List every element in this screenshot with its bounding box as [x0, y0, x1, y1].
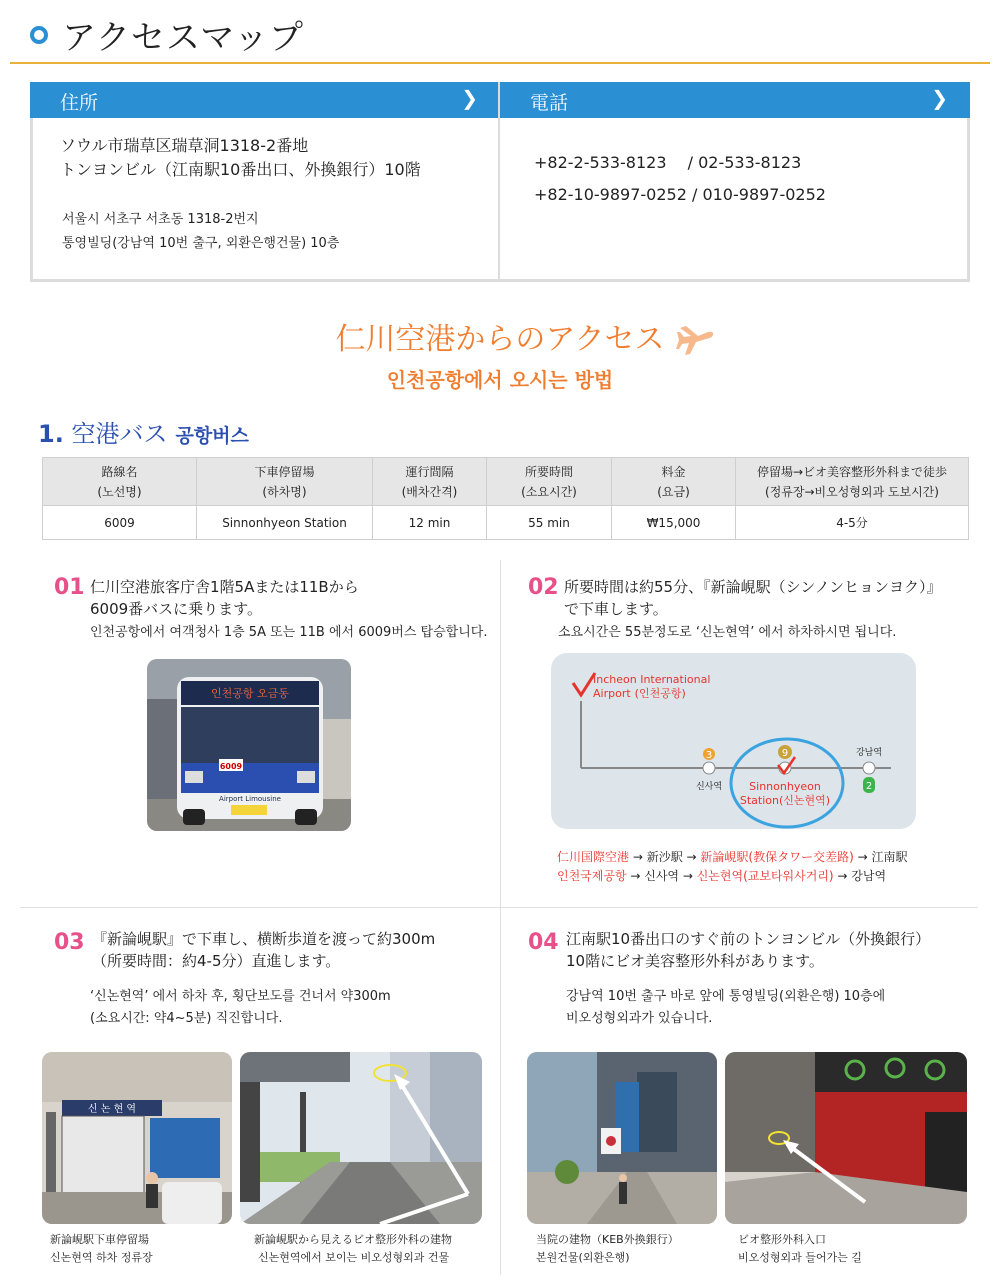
phone-header[interactable] — [500, 82, 970, 118]
caption-jp: 新論峴駅から見えるビオ整形外科の建物 — [254, 1233, 452, 1246]
chevron-right-icon: ❯ — [461, 86, 478, 110]
caption-jp: 当院の建物（KEB外換銀行） — [536, 1233, 679, 1246]
map-sinsa: 신사역 — [695, 782, 723, 792]
map-airport-en-2: Airport — [593, 687, 631, 700]
col-header: 下車停留場 (하차명) — [197, 458, 373, 506]
table-cell: 6009 — [43, 506, 197, 540]
col-header: 停留場→ビオ美容整形外科まで徒歩 (정류장→비오성형외과 도보시간) — [736, 458, 969, 506]
col-header: 運行間隔 (배차간격) — [373, 458, 487, 506]
phone-line-1[interactable]: +82-2-533-8123 / 02-533-8123 — [534, 153, 802, 172]
step4-text-kr: 강남역 10번 출구 바로 앞에 통영빌딩(외환은행) 10층에 비오성형외과가 있습니다. — [566, 989, 886, 1026]
table-cell: Sinnonhyeon Station — [197, 506, 373, 540]
map-station-en-2: Station — [739, 794, 780, 807]
bus-section-title: 1. 空港バス 공항버스 — [38, 420, 249, 448]
step-number: 04 — [528, 930, 559, 955]
table-cell: 12 min — [373, 506, 487, 540]
caption-jp: ビオ整形外科入口 — [738, 1233, 826, 1246]
vertical-divider — [500, 560, 501, 1275]
svg-text:Station(신논현역) — [740, 793, 830, 807]
step4-text-jp: 江南駅10番出口のすぐ前のトンヨンビル（外換銀行） 10階にビオ美容整形外科があります。 — [566, 930, 931, 970]
bullet-circle-icon — [30, 26, 48, 44]
step1-text-jp: 仁川空港旅客庁舎1階5Aまたは11Bから 6009番バスに乗ります。 — [90, 578, 359, 618]
building-photo — [527, 1052, 717, 1224]
section-title-kr: 인천공항에서 오시는 방법 — [386, 368, 614, 392]
map-line9: 9 — [781, 748, 789, 759]
map-station-en-1: Sinnonhyeon — [749, 780, 821, 793]
street-view-photo — [240, 1052, 482, 1224]
step-number: 03 — [54, 930, 85, 955]
address-label: 住所 — [60, 92, 99, 114]
airplane-icon — [676, 318, 716, 358]
route-jp: 仁川国際空港 → 新沙駅 → 新論峴駅(教保タワー交差路) → 江南駅 — [557, 850, 908, 864]
address-jp: ソウル市瑞草区瑞草洞1318-2番地 トンヨンビル（江南駅10番出口、外換銀行）10階 — [60, 136, 421, 179]
section-title-jp: 仁川空港からのアクセス — [335, 322, 665, 357]
caption-jp: 新論峴駅下車停留場 — [50, 1233, 149, 1246]
table-cell: ₩15,000 — [612, 506, 736, 540]
entrance-photo — [725, 1052, 967, 1224]
map-gangnam: 강남역 — [855, 748, 883, 758]
horizontal-divider — [20, 907, 978, 908]
map-line2: 2 — [865, 781, 873, 792]
airport-bus-photo — [147, 659, 351, 831]
header-divider — [10, 62, 990, 64]
map-airport-kr: (인천공항) — [634, 687, 686, 700]
col-header: 所要時間 (소요시간) — [487, 458, 612, 506]
route-kr: 인천국제공항 → 신사역 → 신논현역(교보타워사거리) → 강남역 — [557, 869, 887, 883]
route-map — [551, 653, 916, 829]
address-header[interactable] — [30, 82, 500, 118]
info-divider — [498, 82, 500, 280]
chevron-right-icon: ❯ — [931, 86, 948, 110]
phone-line-2[interactable]: +82-10-9897-0252 / 010-9897-0252 — [534, 185, 826, 204]
caption-kr: 신논현역 하차 정류장 — [50, 1251, 153, 1264]
table-row — [43, 506, 969, 540]
step1-text-kr: 인천공항에서 여객청사 1층 5A 또는 11B 에서 6009버스 탑승합니다. — [90, 625, 488, 640]
address-kr: 서울시 서초구 서초동 1318-2번지 통영빌딩(강남역 10번 출구, 외환은행건물) 10층 — [62, 212, 340, 251]
phone-label: 電話 — [530, 92, 569, 114]
step2-text-jp: 所要時間は約55分、『新論峴駅（シンノンヒョンヨク）』 で下車します。 — [564, 578, 942, 618]
table-cell: 55 min — [487, 506, 612, 540]
caption-kr: 비오성형외과 들어가는 길 — [738, 1251, 862, 1264]
bus-route-table — [42, 457, 969, 540]
step2-text-kr: 소요시간은 55분정도로 ‘신논현역’ 에서 하차하시면 됩니다. — [558, 625, 897, 640]
bus-number-text: 6009 — [219, 762, 243, 771]
map-station-kr: (신논현역) — [779, 794, 831, 807]
stop-sign-text: 신 논 현 역 — [87, 1104, 137, 1115]
col-header: 料金 (요금) — [612, 458, 736, 506]
caption-kr: 본원건물(외환은행) — [536, 1251, 630, 1264]
bus-stop-photo — [42, 1052, 232, 1224]
bus-sign-text: 인천공항 오금동 — [211, 687, 289, 700]
step-number: 02 — [528, 575, 559, 600]
map-airport-en-1: Incheon International — [593, 673, 711, 686]
step3-text-kr: ‘신논현역’ 에서 하차 후, 횡단보도를 건너서 약300m (소요시간: 약4~5분) 직진합니다. — [90, 989, 391, 1026]
page-title: アクセスマップ — [62, 18, 304, 58]
svg-text:Airport(인천공항) — [593, 686, 686, 700]
step3-text-jp: 『新論峴駅』で下車し、横断歩道を渡って約300m （所要時間：約4-5分）直進します。 — [92, 930, 436, 970]
step-number: 01 — [54, 575, 85, 600]
table-cell: 4-5分 — [736, 506, 969, 540]
map-line3: 3 — [705, 750, 713, 761]
caption-kr: 신논현역에서 보이는 비오성형외과 건물 — [258, 1251, 450, 1264]
bus-brand-text: Airport Limousine — [219, 795, 281, 803]
col-header: 路線名 (노선명) — [43, 458, 197, 506]
